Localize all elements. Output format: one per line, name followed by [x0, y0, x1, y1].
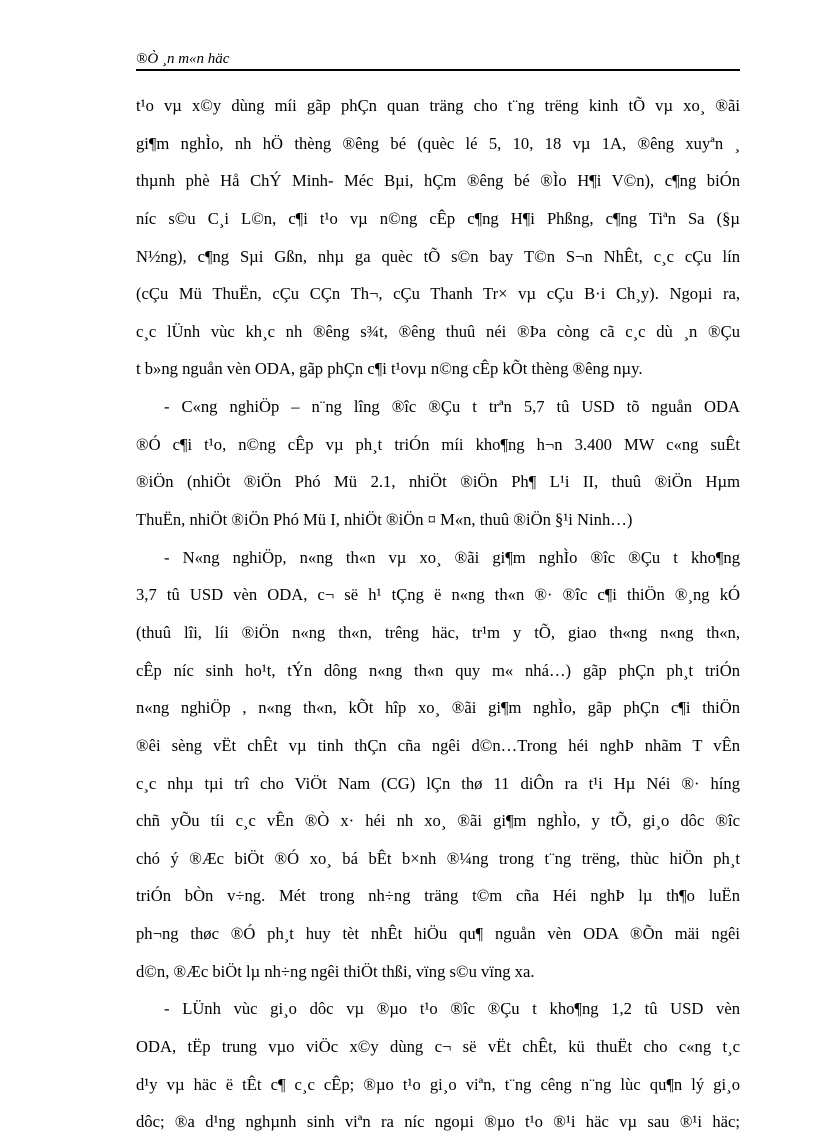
text-line: dôc; ®a d¹ng nghµnh sinh viªn ra níc ngoµi ®µo t¹o ®¹i häc vµ sau ®¹i häc;	[136, 1112, 740, 1132]
text-line: d¹y vµ häc ë tÊt c¶ c¸c cÊp; ®µo t¹o gi¸o viªn, t¨ng cêng n¨ng lùc qu¶n lý gi¸o	[136, 1074, 740, 1094]
text-line: N½ng), c¶ng Sµi Gßn, nhµ ga quèc tÕ s©n bay T©n S¬n NhÊt, c¸c cÇu lín	[136, 246, 740, 266]
text-line: cÊp níc sinh ho¹t, tÝn dông n«ng th«n quy m« nhá…) gãp phÇn ph¸t triÓn	[136, 660, 740, 680]
text-line: chñ yÕu tíi c¸c vÊn ®Ò x· héi nh xo¸ ®ãi gi¶m nghÌo, y tÕ, gi¸o dôc ®îc	[136, 811, 740, 831]
text-line: - C«ng nghiÖp – n¨ng lîng ®îc ®Çu t trªn 5,7 tû USD tõ nguån ODA	[164, 397, 740, 417]
text-line: triÓn bÒn v÷ng. Mét trong nh÷ng träng t©m cña Héi nghÞ lµ th¶o luËn	[136, 886, 740, 906]
text-line: 3,7 tû USD vèn ODA, c¬ së h¹ tÇng ë n«ng th«n ®· ®îc c¶i thiÖn ®¸ng kÓ	[136, 585, 740, 605]
text-line: chó ý ®Æc biÖt ®Ó xo¸ bá bÊt b×nh ®¼ng trong t¨ng trëng, thùc hiÖn ph¸t	[136, 848, 740, 868]
body-text	[136, 87, 740, 1141]
text-line: n«ng nghiÖp , n«ng th«n, kÕt hîp xo¸ ®ãi gi¶m nghÌo, gãp phÇn c¶i thiÖn	[136, 698, 740, 718]
text-line: t¹o vµ x©y dùng míi gãp phÇn quan träng cho t¨ng trëng kinh tÕ vµ xo¸ ®ãi	[136, 96, 740, 115]
text-line: c¸c nhµ tµi trî cho ViÖt Nam (CG) lÇn thø 11 diÔn ra t¹i Hµ Néi ®· híng	[136, 773, 740, 793]
header-title: ®Ò ¸n m«n häc	[136, 51, 230, 67]
text-line: ®êi sèng vËt chÊt vµ tinh thÇn cña ngêi d©n…Trong héi nghÞ nhãm T vÊn	[136, 735, 740, 755]
text-line: ThuËn, nhiÖt ®iÖn Phó Mü I, nhiÖt ®iÖn ¤ M«n, thuû ®iÖn §¹i Ninh…)	[136, 510, 633, 530]
text-line: níc s©u C¸i L©n, c¶i t¹o vµ n©ng cÊp c¶ng H¶i Phßng, c¶ng Tiªn Sa (§µ	[136, 208, 740, 228]
text-line: - N«ng nghiÖp, n«ng th«n vµ xo¸ ®ãi gi¶m nghÌo ®îc ®Çu t kho¶ng	[164, 547, 740, 567]
text-line: d©n, ®Æc biÖt lµ nh÷ng ngêi thiÖt thßi, vïng s©u vïng xa.	[136, 961, 535, 981]
text-line: ph¬ng thøc ®Ó ph¸t huy tèt nhÊt hiÖu qu¶ nguån vèn ODA ®Õn mäi ngêi	[136, 924, 740, 944]
page-header	[136, 50, 740, 70]
text-line: (cÇu Mü ThuËn, cÇu CÇn Th¬, cÇu Thanh Tr× vµ cÇu B·i Ch¸y). Ngoµi ra,	[136, 284, 740, 304]
text-line: c¸c lÜnh vùc kh¸c nh ®êng s¾t, ®êng thuû néi ®Þa còng cã c¸c dù ¸n ®Çu	[136, 321, 740, 341]
text-line: ®iÖn (nhiÖt ®iÖn Phó Mü 2.1, nhiÖt ®iÖn Ph¶ L¹i II, thuû ®iÖn Hµm	[136, 472, 740, 492]
text-line: gi¶m nghÌo, nh hÖ thèng ®êng bé (quèc lé 5, 10, 18 vµ 1A, ®êng xuyªn ¸	[136, 133, 740, 153]
header-rule	[136, 69, 740, 71]
text-line: - LÜnh vùc gi¸o dôc vµ ®µo t¹o ®îc ®Çu t kho¶ng 1,2 tû USD vèn	[164, 999, 740, 1019]
text-line: ODA, tËp trung vµo viÖc x©y dùng c¬ së vËt chÊt, kü thuËt cho c«ng t¸c	[136, 1037, 740, 1057]
text-line: thµnh phè Hå ChÝ Minh- Méc Bµi, hÇm ®êng bé ®Ìo H¶i V©n), c¶ng biÓn	[136, 171, 740, 191]
text-line: t b»ng nguån vèn ODA, gãp phÇn c¶i t¹ovµ n©ng cÊp kÕt thèng ®êng nµy.	[136, 359, 643, 379]
text-line: ®Ó c¶i t¹o, n©ng cÊp vµ ph¸t triÓn míi kho¶ng h¬n 3.400 MW c«ng suÊt	[136, 434, 740, 454]
text-line: (thuû lîi, líi ®iÖn n«ng th«n, trêng häc, tr¹m y tÕ, giao th«ng n«ng th«n,	[136, 622, 740, 642]
